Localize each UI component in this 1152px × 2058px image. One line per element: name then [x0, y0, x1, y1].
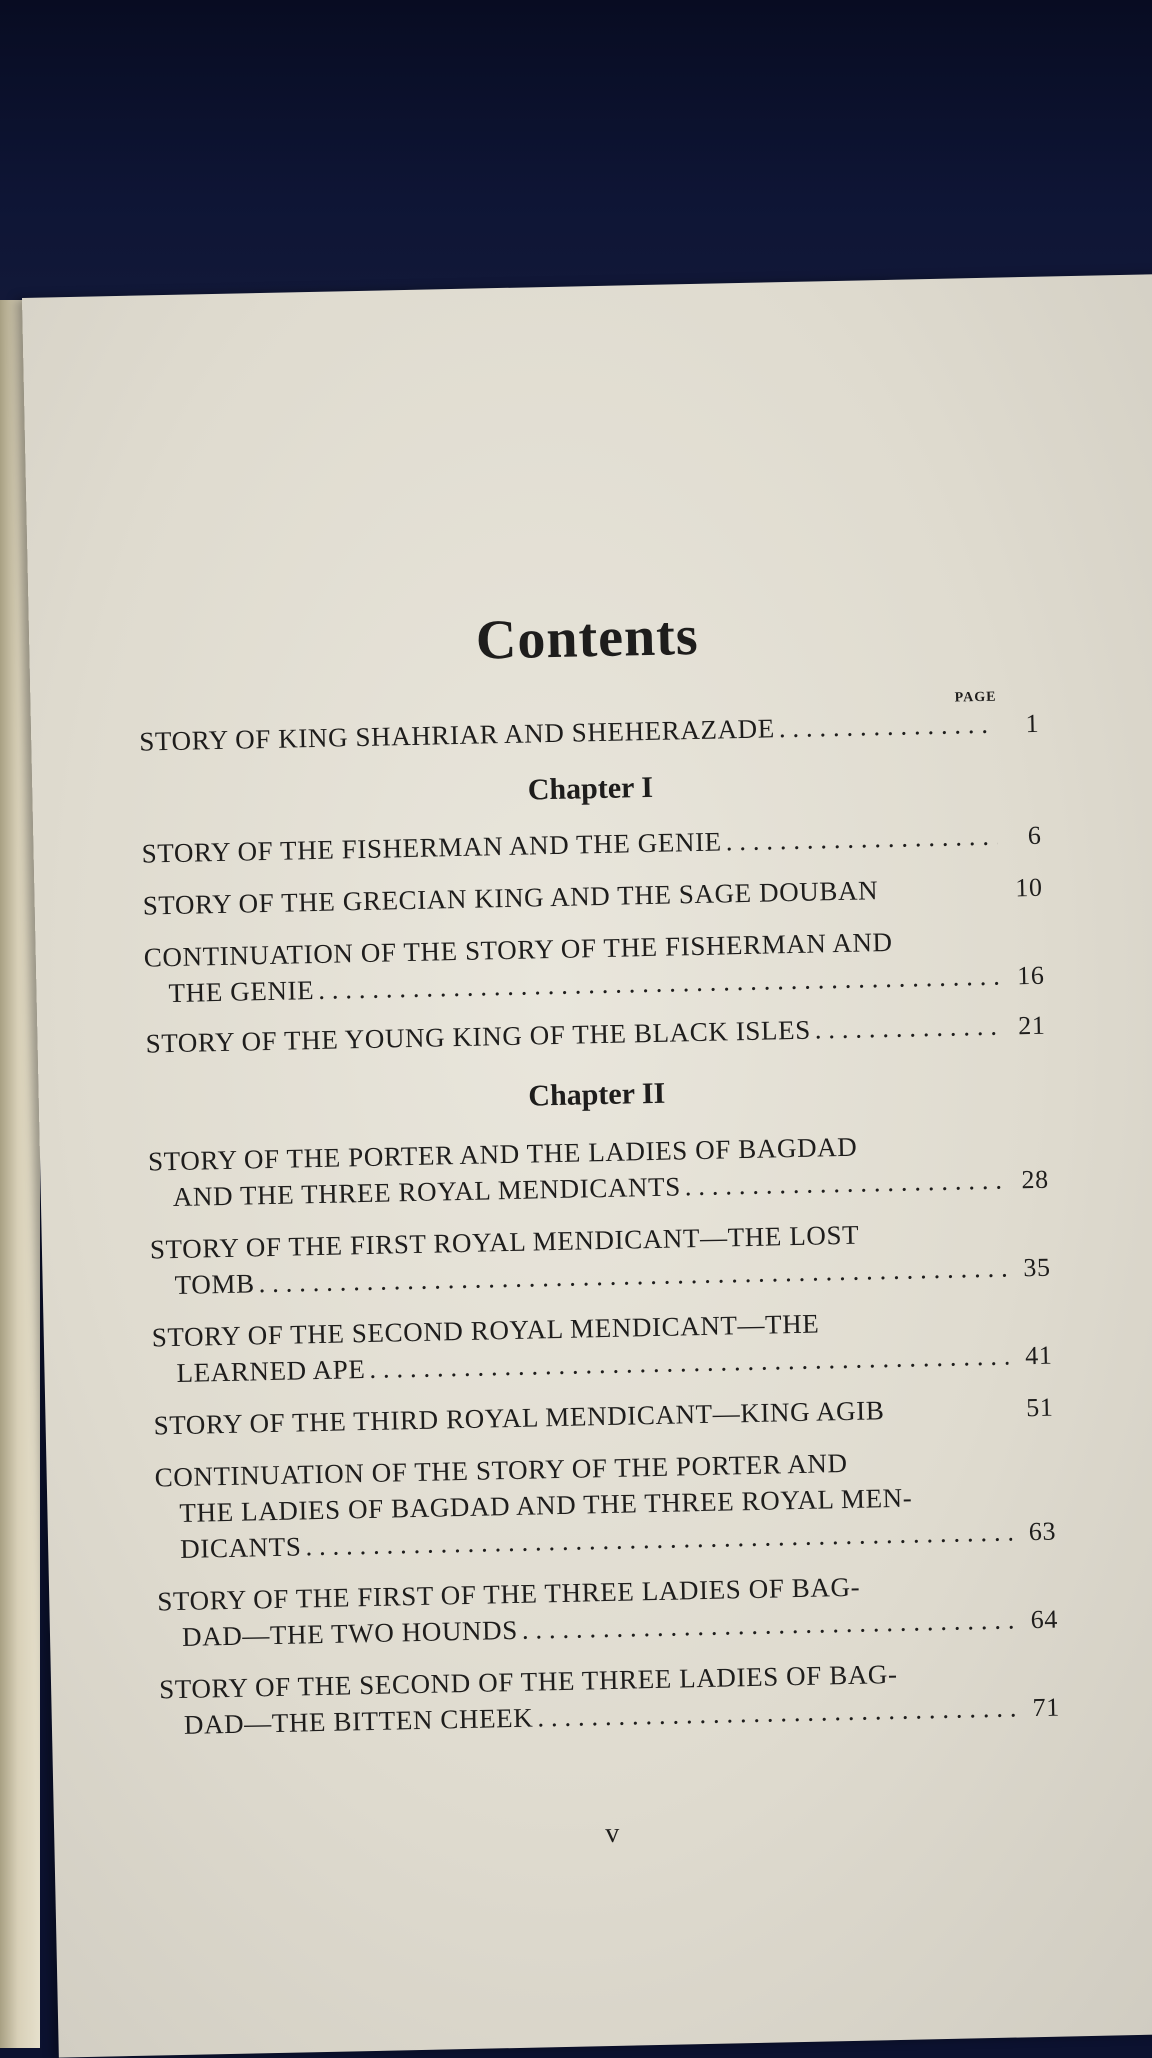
toc-entry: [145, 1007, 1046, 1063]
toc-entry-line: DAD—THE TWO HOUNDS: [181, 1614, 519, 1652]
toc-entry: [159, 1653, 1060, 1745]
toc-entry-line: THE LADIES OF BAGDAD AND THE THREE ROYAL MEN-: [179, 1482, 913, 1528]
toc-page-number: 41: [1024, 1340, 1053, 1371]
toc-entry-line: STORY OF THE FISHERMAN AND THE GENIE: [141, 826, 723, 869]
dot-leader: [778, 706, 995, 747]
toc-entry-line: LEARNED APE: [176, 1354, 366, 1388]
dot-leader: [684, 1162, 1005, 1205]
toc-entry-line: CONTINUATION OF THE STORY OF THE PORTER AND: [154, 1447, 848, 1493]
toc-entry-line: AND THE THREE ROYAL MENDICANTS: [172, 1171, 682, 1213]
toc-page-number: 28: [1021, 1164, 1049, 1195]
toc-entry-line: STORY OF THE THIRD ROYAL MENDICANT—KING AGIB: [153, 1395, 885, 1441]
toc-entry: [150, 1213, 1051, 1305]
toc-entry-line: DAD—THE BITTEN CHEEK: [183, 1702, 534, 1740]
toc-entry-last-line: [139, 705, 1040, 761]
toc-entry: [141, 817, 1042, 873]
toc-entry-line: STORY OF THE GRECIAN KING AND THE SAGE DOUBAN: [142, 875, 879, 921]
toc-entry-line: STORY OF THE FIRST ROYAL MENDICANT—THE LOST: [149, 1219, 860, 1265]
toc-entry-line: STORY OF THE YOUNG KING OF THE BLACK ISLES: [145, 1014, 812, 1059]
toc-entry-line: STORY OF THE PORTER AND THE LADIES OF BAGDAD: [147, 1131, 858, 1177]
toc-entry: [153, 1389, 1054, 1445]
toc-entry-line: CONTINUATION OF THE STORY OF THE FISHERMAN AND: [143, 926, 893, 973]
toc-page-number: 35: [1023, 1252, 1051, 1283]
page-title: Contents: [475, 604, 700, 672]
toc-entry-last-line: [153, 1389, 1054, 1445]
toc-entry: [139, 705, 1040, 761]
toc-entry-line: STORY OF KING SHAHRIAR AND SHEHERAZADE: [139, 713, 776, 757]
page-number: v: [604, 1817, 620, 1850]
toc-page-number: 63: [1028, 1516, 1057, 1547]
page-column-label: PAGE: [954, 689, 997, 706]
toc-entry: [143, 921, 1044, 1013]
toc-entry: [151, 1301, 1052, 1393]
toc-page-number: 16: [1016, 960, 1045, 991]
book-page: [22, 274, 1152, 2057]
toc-entry-line: STORY OF THE SECOND OF THE THREE LADIES OF BAG-: [158, 1658, 898, 1705]
toc-entry-line: STORY OF THE SECOND ROYAL MENDICANT—THE: [151, 1308, 820, 1353]
toc-page-number: 21: [1017, 1010, 1046, 1041]
toc-page-number: 64: [1030, 1604, 1059, 1635]
toc-page-number: 6: [1027, 820, 1042, 851]
toc-entry-line: TOMB: [174, 1268, 255, 1301]
toc-page-number: 1: [1025, 708, 1040, 739]
toc-page-number: 10: [1015, 872, 1043, 903]
chapter-heading-1: Chapter I: [527, 770, 654, 807]
toc-page-number: 71: [1032, 1692, 1061, 1723]
toc-entry-line: DICANTS: [179, 1531, 302, 1564]
toc-entry: [157, 1565, 1058, 1657]
toc-entry-last-line: [142, 869, 1043, 925]
dot-leader: [814, 1008, 1001, 1048]
toc-entry: [148, 1125, 1049, 1217]
toc-entry: [142, 869, 1043, 925]
toc-entry: [154, 1441, 1056, 1569]
toc-entry-line: STORY OF THE FIRST OF THE THREE LADIES OF BAG-: [157, 1571, 861, 1617]
dot-leader: [725, 818, 998, 860]
chapter-heading-2: Chapter II: [527, 1076, 666, 1113]
toc-entry-last-line: [145, 1007, 1046, 1063]
toc-page-number: 51: [1025, 1392, 1054, 1423]
toc-entry-last-line: [141, 817, 1042, 873]
toc-entry-line: THE GENIE: [168, 975, 315, 1009]
